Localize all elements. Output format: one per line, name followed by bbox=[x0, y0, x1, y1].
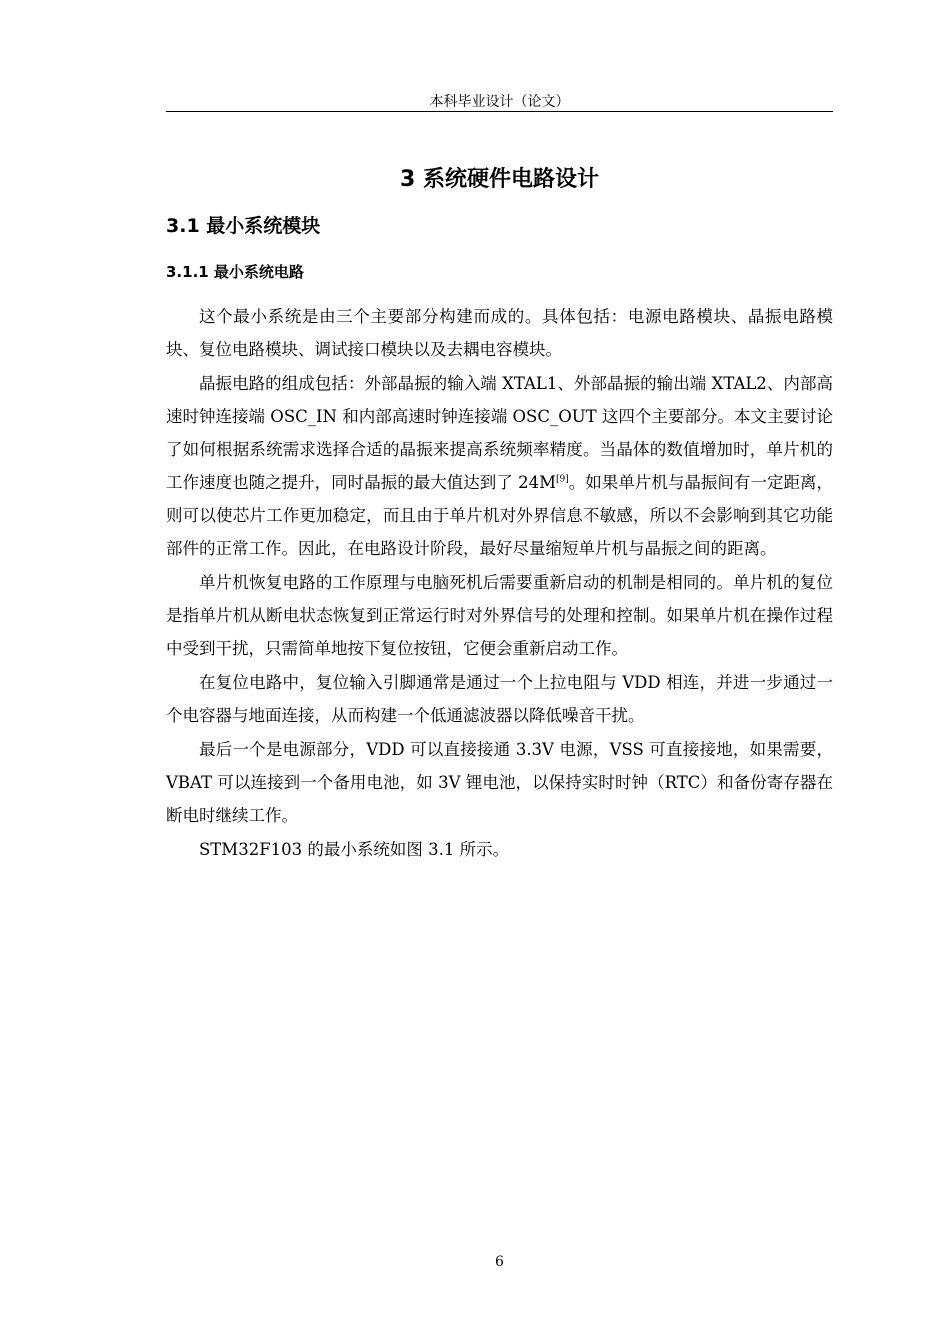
header-rule bbox=[166, 111, 833, 112]
section-title: 3.1 最小系统模块 bbox=[166, 215, 321, 237]
paragraph-reset-principle: 单片机恢复电路的工作原理与电脑死机后需要重新启动的机制是相同的。单片机的复位是指单片机从断电状态恢复到正常运行时对外界信号的处理和控制。如果单片机在操作过程中受到干扰，只需简单地按下复位按钮，它便会重新启动工作。 bbox=[166, 573, 833, 658]
page-header: 本科毕业设计（论文） bbox=[429, 94, 570, 110]
page-number: 6 bbox=[495, 1254, 504, 1270]
paragraph-intro: 这个最小系统是由三个主要部分构建而成的。具体包括：电源电路模块、晶振电路模块、复位电路模块、调试接口模块以及去耦电容模块。 bbox=[166, 307, 833, 359]
paragraph-figure-ref: STM32F103 的最小系统如图 3.1 所示。 bbox=[199, 840, 510, 859]
chapter-title: 3 系统硬件电路设计 bbox=[400, 167, 599, 192]
paragraph-crystal-before: 晶振电路的组成包括：外部晶振的输入端 XTAL1、外部晶振的输出端 XTAL2、内部高速时钟连接端 OSC_IN 和内部高速时钟连接端 OSC_OUT 这四个主要部分。本文主要讨论了如何根据系统需求选择合适的晶振来提高系统频率精度。当晶体的数值增加时，单片机的工作速度也随之提升，同时晶振的最大值达到了 24M bbox=[166, 374, 833, 492]
paragraph-crystal bbox=[166, 367, 833, 565]
paragraph-reset-circuit: 在复位电路中，复位输入引脚通常是通过一个上拉电阻与 VDD 相连，并进一步通过一个电容器与地面连接，从而构建一个低通滤波器以降低噪音干扰。 bbox=[166, 673, 833, 725]
body-text bbox=[166, 300, 833, 867]
citation-ref: [9] bbox=[556, 474, 569, 485]
subsection-title: 3.1.1 最小系统电路 bbox=[166, 263, 304, 281]
paragraph-power: 最后一个是电源部分，VDD 可以直接接通 3.3V 电源，VSS 可直接接地，如果需要，VBAT 可以连接到一个备用电池，如 3V 锂电池，以保持实时时钟（RTC）和备份寄存器在断电时继续工作。 bbox=[166, 740, 833, 825]
paragraph-crystal-after: 。如果单片机与晶振间有一定距离，则可以使芯片工作更加稳定，而且由于单片机对外界信息不敏感，所以不会影响到其它功能部件的正常工作。因此，在电路设计阶段，最好尽量缩短单片机与晶振之间的距离。 bbox=[166, 473, 834, 558]
